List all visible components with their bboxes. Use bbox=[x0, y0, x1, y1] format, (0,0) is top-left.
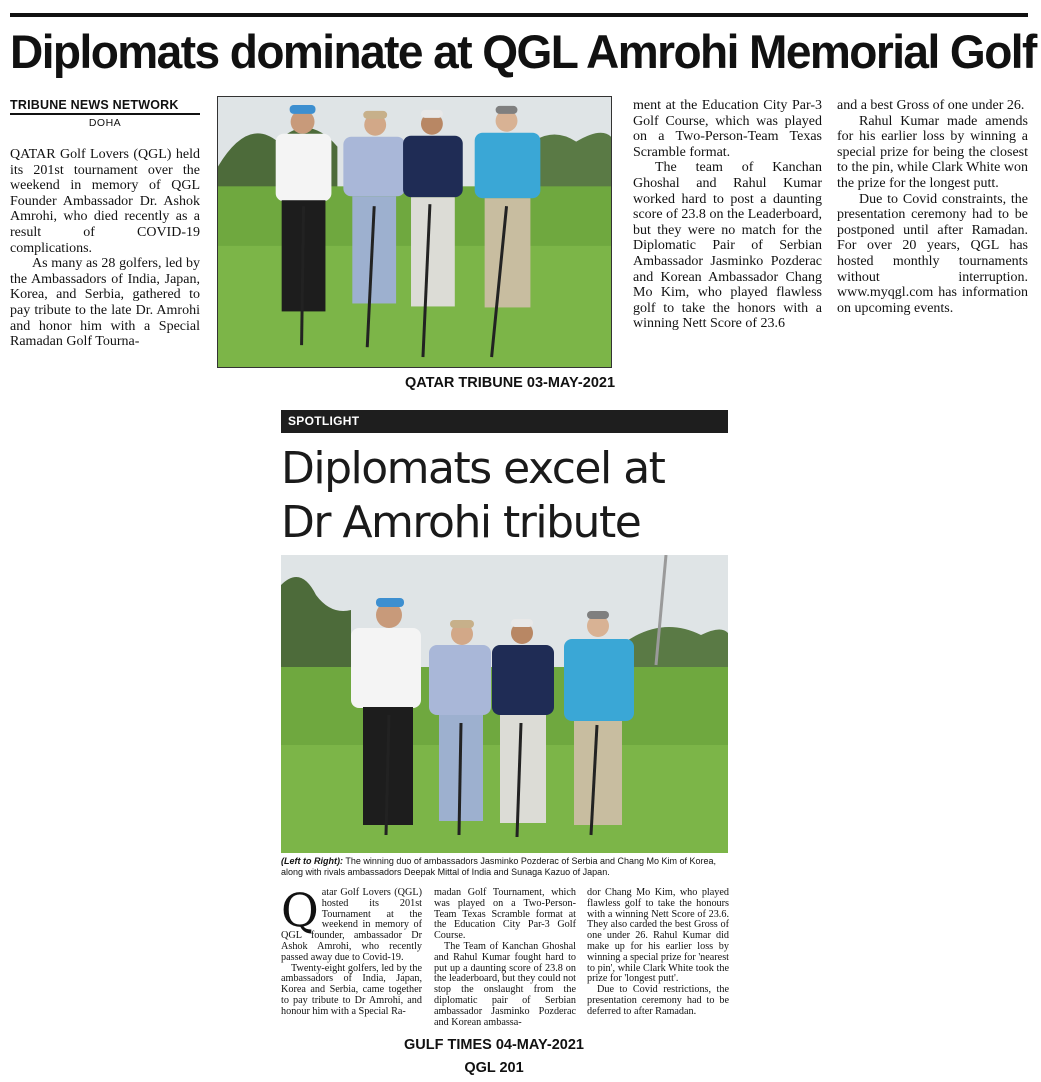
article2-headline-line: Dr Amrohi tribute bbox=[281, 497, 641, 548]
article2-paragraph: dor Chang Mo Kim, who played flawless golf to take the honours with a winning Nett Score of 23.6. They also carded the best Gross of one under 26. Rahul Kumar did make up for his earlier loss by winning a special prize for 'nearest to pin', while Clark White took the prize for 'longest putt'. bbox=[587, 887, 729, 985]
golfers-photo-tribune bbox=[217, 96, 612, 368]
dateline: DOHA bbox=[88, 117, 122, 129]
article2-column-3 bbox=[587, 888, 729, 1018]
article2-headline bbox=[281, 442, 731, 550]
drop-cap: Q bbox=[281, 883, 319, 937]
article1-headline: Diplomats dominate at QGL Amrohi Memorial Golf bbox=[10, 25, 1036, 78]
source-label-gulf-times: GULF TIMES 04-MAY-2021 bbox=[404, 1037, 584, 1053]
article2-paragraph: The Team of Kanchan Ghoshal and Rahul Kumar fought hard to put up a daunting score of 23.8 on the leaderboard, but they could not stop the onslaught from the diplomatic pair of Serbian ambassador Jasminko Pozderac and Korean ambassa- bbox=[434, 940, 577, 1028]
article2-paragraph: Due to Covid restrictions, the presentation ceremony had to be deferred to after Ramadan. bbox=[587, 984, 729, 1017]
golfers-photo-gulf-times bbox=[281, 555, 728, 853]
byline: TRIBUNE NEWS NETWORK bbox=[10, 98, 200, 115]
article2-column-2 bbox=[434, 888, 576, 1028]
article2-paragraph: madan Golf Tournament, which was played on a Two-Person-Team Texas Scramble format at the Education City Par-3 Golf Course. bbox=[434, 887, 576, 942]
golfers-photo-graphic bbox=[281, 555, 728, 853]
photo-caption-text: The winning duo of ambassadors Jasminko Pozderac of Serbia and Chang Mo Kim of Korea, along with rivals ambassadors Deepak Mittal of India and Sunaga Kazuo of Japan. bbox=[281, 856, 717, 877]
section-label-spotlight: SPOTLIGHT bbox=[281, 410, 728, 433]
article1-column-2 bbox=[633, 98, 822, 332]
article1-paragraph: and a best Gross of one under 26. bbox=[837, 98, 1025, 113]
article1-column-1 bbox=[10, 147, 200, 350]
article1-paragraph: QATAR Golf Lovers (QGL) held its 201st tournament over the weekend in memory of QGL Founder Ambassador Dr. Ashok Amrohi, who died recently as a result of COVID-19 complications. bbox=[10, 147, 200, 256]
article2-paragraph: Twenty-eight golfers, led by the ambassadors of India, Japan, Korea and Serbia, came together to pay tribute to Dr Amrohi, and honour him with a Special Ra- bbox=[281, 962, 422, 1017]
article2-column-1 bbox=[281, 883, 422, 1018]
article2-headline-line: Diplomats excel at bbox=[281, 443, 665, 494]
golfers-photo-graphic bbox=[218, 97, 611, 367]
source-label-tribune: QATAR TRIBUNE 03-MAY-2021 bbox=[404, 375, 616, 391]
photo-caption-lead: (Left to Right): bbox=[281, 856, 343, 866]
article1-column-3 bbox=[837, 98, 1028, 316]
article1-paragraph: ment at the Education City Par-3 Golf Course, which was played on a Two-Person-Team Texas Scramble format. bbox=[633, 98, 822, 160]
top-rule bbox=[10, 13, 1028, 17]
article1-paragraph: The team of Kanchan Ghoshal and Rahul Kumar worked hard to post a daunting score of 23.8 on the Leaderboard, but they were no match for the Diplomatic Pair of Serbian Ambassador Jasminko Pozderac and Korean Ambassador Chang Mo Kim, who played flawless golf to take the honors with a winning Nett Score of 23.6 bbox=[633, 160, 822, 332]
article2-paragraph-text: atar Golf Lovers (QGL) hosted its 201st Tournament at the weekend in memory of QGL founder, ambassador Dr Ashok Amrohi, who recently passed away due to Covid-19. bbox=[281, 887, 422, 963]
photo-caption bbox=[281, 856, 728, 878]
article1-paragraph: As many as 28 golfers, led by the Ambassadors of India, Japan, Korea, and Serbia, gathered to pay tribute to the late Dr. Amrohi and honor him with a Special Ramadan Golf Tourna- bbox=[10, 256, 200, 350]
article1-paragraph: Rahul Kumar made amends for his earlier loss by winning a special prize for being the closest to the pin, while Clark White won the prize for the longest putt. bbox=[837, 113, 1028, 191]
footer-label: QGL 201 bbox=[464, 1060, 524, 1076]
article2-paragraph bbox=[281, 883, 422, 964]
article1-paragraph: Due to Covid constraints, the presentation ceremony had to be postponed until after Ramadan. For over 20 years, QGL has hosted monthly tournaments without interruption. www.myqgl.com has information on upcoming events. bbox=[837, 191, 1028, 316]
